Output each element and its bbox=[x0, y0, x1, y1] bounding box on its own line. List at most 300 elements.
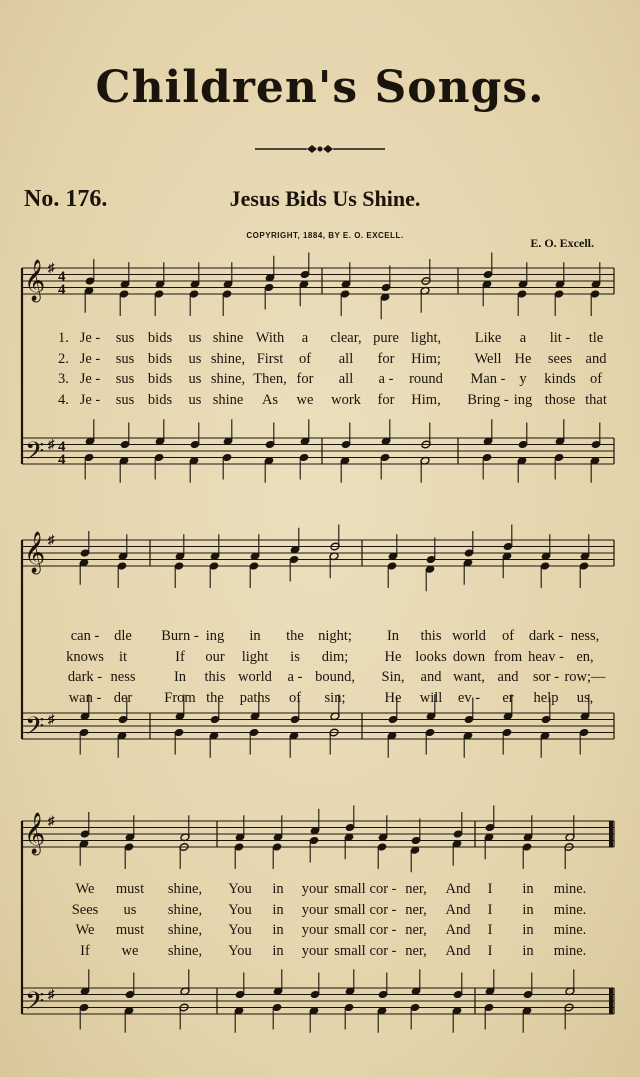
bass-note bbox=[154, 453, 164, 479]
bass-note bbox=[249, 728, 259, 754]
tenor-note bbox=[565, 969, 575, 995]
lyric-syllable: ing bbox=[513, 391, 533, 408]
bass-note bbox=[425, 728, 435, 754]
bass-note bbox=[344, 1003, 354, 1029]
lyric-syllable: and bbox=[420, 669, 442, 685]
lyric-syllable: cor - bbox=[369, 922, 397, 938]
lyric-syllable: In bbox=[386, 628, 400, 644]
alto-note bbox=[119, 290, 129, 316]
bass-note bbox=[117, 731, 127, 757]
bass-note bbox=[272, 1003, 282, 1029]
lyric-syllable: sor - bbox=[532, 669, 560, 685]
lyric-syllable: mine. bbox=[553, 881, 587, 897]
lyric-syllable: us bbox=[188, 330, 202, 346]
lyric-syllable: in bbox=[249, 628, 261, 644]
tenor-note bbox=[555, 419, 565, 445]
alto-note bbox=[502, 552, 512, 578]
lyric-syllable: tle bbox=[588, 330, 604, 346]
lyric-syllable: work bbox=[331, 391, 361, 408]
lyric-syllable: I bbox=[487, 942, 493, 959]
lyric-syllable: ing bbox=[205, 628, 225, 644]
alto-note bbox=[289, 555, 299, 581]
tenor-note bbox=[518, 423, 528, 449]
lyric-syllable: He bbox=[384, 689, 402, 706]
svg-text:𝄢: 𝄢 bbox=[25, 987, 45, 1022]
bass-note bbox=[222, 453, 232, 479]
lyric-syllable: your bbox=[301, 881, 329, 897]
alto-note bbox=[484, 833, 494, 859]
alto-note bbox=[522, 843, 532, 869]
lyric-syllable: Man - bbox=[470, 371, 506, 387]
lyric-syllable: this bbox=[420, 628, 442, 644]
lyric-syllable: Sin, bbox=[381, 669, 405, 685]
bass-note bbox=[377, 1006, 387, 1032]
lyric-syllable: us bbox=[188, 350, 202, 367]
lyric-syllable: Je - bbox=[79, 350, 101, 367]
lyric-syllable: You bbox=[228, 901, 252, 918]
melody-note bbox=[565, 815, 575, 841]
alto-note bbox=[590, 290, 600, 316]
lyric-syllable: sees bbox=[547, 350, 573, 367]
lyric-syllable: round bbox=[409, 371, 443, 387]
lyric-syllable: If bbox=[80, 942, 90, 959]
bass-note bbox=[482, 453, 492, 479]
lyric-syllable: and bbox=[497, 669, 519, 685]
lyric-syllable: wan - bbox=[68, 689, 102, 706]
svg-text:𝄞: 𝄞 bbox=[24, 260, 46, 301]
bass-note bbox=[590, 456, 600, 482]
alto-note bbox=[410, 846, 420, 872]
lyric-syllable: light bbox=[241, 648, 269, 665]
alto-note bbox=[425, 565, 435, 591]
lyric-syllable: ner, bbox=[405, 942, 427, 959]
alto-note bbox=[377, 843, 387, 869]
alto-note bbox=[299, 280, 309, 306]
lyric-syllable: Then, bbox=[253, 371, 287, 387]
svg-text:𝄢: 𝄢 bbox=[25, 712, 45, 747]
key-sharp-icon: ♯ bbox=[48, 436, 55, 452]
lyric-syllable: a - bbox=[378, 371, 394, 387]
music-system-3 bbox=[22, 806, 614, 1033]
melody-note bbox=[464, 531, 474, 557]
alto-note bbox=[264, 283, 274, 309]
lyric-syllable: for bbox=[377, 350, 395, 367]
bass-note bbox=[79, 1003, 89, 1029]
lyric-syllable: us bbox=[188, 391, 202, 408]
lyric-syllable: shine, bbox=[167, 881, 203, 897]
melody-note bbox=[411, 819, 421, 845]
tenor-note bbox=[411, 969, 421, 995]
lyric-syllable: small bbox=[334, 942, 366, 959]
alto-note bbox=[79, 839, 89, 865]
lyric-syllable: help bbox=[533, 689, 559, 706]
melody-note bbox=[155, 262, 165, 288]
lyric-syllable: and bbox=[585, 350, 607, 367]
lyric-syllable: we bbox=[121, 942, 139, 959]
alto-note bbox=[540, 562, 550, 588]
lyric-syllable: We bbox=[75, 881, 95, 897]
bass-note bbox=[484, 1003, 494, 1029]
lyric-syllable: He bbox=[514, 350, 532, 367]
lyric-syllable: You bbox=[228, 942, 252, 959]
lyric-syllable: And bbox=[445, 942, 471, 959]
bass-note bbox=[540, 731, 550, 757]
bass-note bbox=[410, 1003, 420, 1029]
time-signature-bottom: 4 bbox=[58, 452, 66, 468]
lyric-syllable: heav - bbox=[528, 648, 564, 665]
lyric-syllable: mine. bbox=[553, 922, 587, 938]
alto-note bbox=[387, 562, 397, 588]
lyric-syllable: ness, bbox=[570, 628, 600, 644]
tenor-note bbox=[485, 969, 495, 995]
bass-note bbox=[387, 731, 397, 757]
key-sharp-icon: ♯ bbox=[48, 986, 55, 1002]
melody-note bbox=[300, 253, 310, 279]
bass-note bbox=[209, 731, 219, 757]
bass-note bbox=[119, 456, 129, 482]
tenor-note bbox=[190, 423, 200, 449]
bass-note bbox=[517, 456, 527, 482]
lyric-syllable: I bbox=[487, 901, 493, 918]
lyric-syllable: From bbox=[164, 689, 196, 706]
lyric-syllable: in bbox=[272, 881, 284, 897]
melody-note bbox=[118, 534, 128, 560]
lyric-syllable: we bbox=[296, 391, 314, 408]
melody-note bbox=[503, 525, 513, 551]
alto-note bbox=[579, 562, 589, 588]
alto-note bbox=[554, 290, 564, 316]
melody-note bbox=[310, 809, 320, 835]
tenor-note bbox=[265, 423, 275, 449]
copyright-notice: COPYRIGHT, 1884, BY E. O. EXCELL. bbox=[246, 231, 404, 240]
lyric-syllable: Burn - bbox=[161, 628, 199, 644]
lyric-syllable: in bbox=[522, 901, 534, 918]
lyric-syllable: must bbox=[115, 881, 145, 897]
lyric-syllable: dark - bbox=[528, 628, 564, 644]
lyric-syllable: your bbox=[301, 901, 329, 918]
lyric-syllable: looks bbox=[415, 648, 447, 665]
lyric-syllable: row;— bbox=[564, 669, 606, 685]
bass-clef-icon bbox=[25, 987, 44, 1022]
melody-note bbox=[175, 534, 185, 560]
treble-clef-icon bbox=[24, 259, 45, 302]
melody-note bbox=[341, 262, 351, 288]
alto-note bbox=[124, 843, 134, 869]
lyric-syllable: a - bbox=[287, 669, 303, 685]
melody-note bbox=[265, 256, 275, 282]
lyric-syllable: of bbox=[501, 628, 515, 644]
tenor-note bbox=[80, 969, 90, 995]
treble-staff bbox=[22, 821, 614, 847]
tenor-note bbox=[453, 973, 463, 999]
bass-note bbox=[84, 453, 94, 479]
lyric-syllable: If bbox=[175, 648, 185, 665]
lyric-syllable: the bbox=[286, 628, 304, 644]
lyric-syllable: shine bbox=[212, 391, 244, 408]
bass-note bbox=[579, 728, 589, 754]
alto-note bbox=[249, 562, 259, 588]
bass-note bbox=[124, 1006, 134, 1032]
alto-note bbox=[344, 833, 354, 859]
lyric-syllable: this bbox=[204, 669, 226, 685]
alto-note bbox=[79, 558, 89, 584]
tenor-note bbox=[120, 423, 130, 449]
melody-note bbox=[453, 812, 463, 838]
lyric-syllable: bound, bbox=[315, 669, 355, 685]
melody-note bbox=[388, 534, 398, 560]
lyric-syllable: shine bbox=[212, 330, 244, 346]
melody-note bbox=[555, 262, 565, 288]
lyric-syllable: us bbox=[188, 371, 202, 387]
bass-note bbox=[234, 1006, 244, 1032]
lyric-syllable: bids bbox=[147, 330, 173, 346]
lyric-syllable: mine. bbox=[553, 901, 587, 918]
key-sharp-icon: ♯ bbox=[48, 532, 55, 547]
melody-note bbox=[483, 253, 493, 279]
lyric-syllable: shine, bbox=[210, 350, 246, 367]
verse-number: 1. bbox=[58, 330, 69, 346]
melody-note bbox=[290, 528, 300, 554]
verse-number: 3. bbox=[58, 371, 69, 387]
alto-note bbox=[174, 562, 184, 588]
lyric-syllable: in bbox=[522, 942, 534, 959]
tenor-note bbox=[235, 973, 245, 999]
treble-staff bbox=[22, 540, 614, 566]
lyric-syllable: for bbox=[377, 391, 395, 408]
bass-note bbox=[299, 453, 309, 479]
lyric-syllable: want, bbox=[453, 669, 485, 685]
melody-note bbox=[120, 262, 130, 288]
lyric-syllable: shine, bbox=[167, 901, 203, 918]
melody-note bbox=[210, 534, 220, 560]
tenor-note bbox=[155, 419, 165, 445]
melody-note bbox=[426, 538, 436, 564]
tenor-note bbox=[591, 423, 601, 449]
treble-clef-icon bbox=[24, 812, 45, 855]
bass-note bbox=[380, 453, 390, 479]
lyric-syllable: mine. bbox=[553, 942, 587, 959]
lyric-syllable: will bbox=[419, 689, 443, 706]
key-sharp-icon: ♯ bbox=[48, 260, 55, 275]
alto-note bbox=[272, 843, 282, 869]
lyric-syllable: dim; bbox=[321, 648, 349, 665]
tenor-note bbox=[310, 973, 320, 999]
lyric-syllable: is bbox=[290, 648, 300, 665]
lyric-syllable: And bbox=[445, 881, 471, 897]
lyric-syllable: I bbox=[487, 881, 493, 897]
alto-note bbox=[329, 552, 339, 578]
lyric-syllable: sus bbox=[115, 350, 135, 367]
lyric-syllable: your bbox=[301, 942, 329, 959]
alto-note bbox=[482, 280, 492, 306]
lyric-syllable: Him; bbox=[411, 350, 441, 367]
lyric-syllable: in bbox=[272, 922, 284, 938]
lyric-syllable: a bbox=[301, 330, 309, 346]
lyric-syllable: He bbox=[384, 648, 402, 665]
lyric-syllable: the bbox=[206, 689, 224, 706]
lyric-syllable: And bbox=[445, 922, 471, 938]
hymn-title: Jesus Bids Us Shine. bbox=[229, 186, 421, 211]
lyric-syllable: der bbox=[113, 689, 133, 706]
lyric-syllable: cor - bbox=[369, 881, 397, 897]
alto-note bbox=[420, 286, 430, 312]
lyric-syllable: Sees bbox=[71, 901, 99, 918]
lyric-syllable: of bbox=[589, 371, 603, 387]
lyric-syllable: You bbox=[228, 881, 252, 897]
lyric-syllable: Like bbox=[474, 330, 502, 346]
tenor-note bbox=[378, 973, 388, 999]
time-signature-bottom: 4 bbox=[58, 282, 66, 298]
melody-note bbox=[591, 262, 601, 288]
lyric-syllable: can - bbox=[70, 628, 100, 644]
lyric-syllable: from bbox=[493, 648, 523, 665]
lyric-syllable: Je - bbox=[79, 391, 101, 408]
lyric-syllable: down bbox=[452, 648, 486, 665]
melody-note bbox=[378, 815, 388, 841]
lyric-syllable: for bbox=[296, 371, 314, 387]
tenor-note bbox=[523, 973, 533, 999]
treble-clef-icon bbox=[24, 531, 45, 574]
lyric-syllable: dark - bbox=[67, 669, 103, 685]
bass-note bbox=[522, 1006, 532, 1032]
bass-note bbox=[463, 731, 473, 757]
bass-note bbox=[502, 728, 512, 754]
lyric-syllable: your bbox=[301, 922, 329, 938]
lyric-syllable: As bbox=[261, 391, 279, 408]
alto-note bbox=[452, 839, 462, 865]
lyric-syllable: world bbox=[238, 669, 272, 685]
bass-staff bbox=[22, 713, 614, 739]
lyric-syllable: all bbox=[338, 371, 354, 387]
lyric-syllable: paths bbox=[239, 689, 271, 706]
tenor-note bbox=[381, 419, 391, 445]
alto-note bbox=[222, 290, 232, 316]
bass-clef-icon bbox=[25, 437, 44, 472]
lyric-syllable: With bbox=[255, 330, 285, 346]
time-signature-top: 4 bbox=[58, 269, 66, 285]
melody-note bbox=[580, 534, 590, 560]
lyric-syllable: You bbox=[228, 922, 252, 938]
section-title: Children's Songs. bbox=[95, 62, 545, 113]
melody-note bbox=[523, 815, 533, 841]
bass-note bbox=[420, 456, 430, 482]
music-system-1 bbox=[22, 253, 614, 483]
alto-note bbox=[154, 290, 164, 316]
melody-note bbox=[180, 815, 190, 841]
bass-note bbox=[174, 728, 184, 754]
lyric-syllable: cor - bbox=[369, 901, 397, 918]
melody-note bbox=[518, 262, 528, 288]
lyric-syllable: of bbox=[288, 689, 302, 706]
lyric-syllable: small bbox=[334, 901, 366, 918]
bass-note bbox=[309, 1006, 319, 1032]
bass-note bbox=[452, 1006, 462, 1032]
alto-note bbox=[117, 562, 127, 588]
lyric-syllable: ner, bbox=[405, 881, 427, 897]
bass-note bbox=[340, 456, 350, 482]
lyric-syllable: er bbox=[502, 689, 514, 706]
lyric-syllable: sus bbox=[115, 330, 135, 346]
lyric-syllable: knows bbox=[66, 648, 104, 665]
lyric-syllable: those bbox=[544, 391, 576, 408]
tenor-note bbox=[85, 419, 95, 445]
melody-note bbox=[381, 266, 391, 292]
lyric-syllable: in bbox=[272, 942, 284, 959]
lyric-syllable: cor - bbox=[369, 942, 397, 959]
lyric-syllable: Him, bbox=[411, 391, 441, 408]
lyric-syllable: that bbox=[585, 391, 607, 408]
lyric-syllable: small bbox=[334, 881, 366, 897]
lyric-syllable: Je - bbox=[79, 330, 101, 346]
bass-note bbox=[189, 456, 199, 482]
melody-note bbox=[541, 534, 551, 560]
melody-note bbox=[273, 815, 283, 841]
lyric-syllable: bids bbox=[147, 391, 173, 408]
melody-note bbox=[125, 815, 135, 841]
lyric-syllable: a bbox=[519, 330, 527, 346]
lyric-syllable: sin; bbox=[324, 689, 346, 706]
lyric-syllable: of bbox=[298, 350, 312, 367]
lyric-syllable: And bbox=[445, 901, 471, 918]
tenor-note bbox=[341, 423, 351, 449]
lyric-syllable: night; bbox=[318, 628, 352, 644]
tenor-note bbox=[483, 419, 493, 445]
lyric-syllable: shine, bbox=[167, 922, 203, 938]
alto-note bbox=[463, 558, 473, 584]
lyric-syllable: Well bbox=[474, 350, 502, 367]
key-sharp-icon: ♯ bbox=[48, 711, 55, 727]
alto-note bbox=[340, 290, 350, 316]
lyric-syllable: bids bbox=[147, 371, 173, 387]
tenor-note bbox=[273, 969, 283, 995]
verse-number: 4. bbox=[58, 391, 69, 408]
lyric-syllable: shine, bbox=[210, 371, 246, 387]
lyric-syllable: sus bbox=[115, 371, 135, 387]
tenor-note bbox=[223, 419, 233, 445]
lyric-syllable: en, bbox=[576, 648, 594, 665]
lyric-syllable: bids bbox=[147, 350, 173, 367]
alto-note bbox=[517, 290, 527, 316]
lyric-syllable: small bbox=[334, 922, 366, 938]
alto-note bbox=[380, 293, 390, 319]
tenor-note bbox=[300, 419, 310, 445]
time-signature-top: 4 bbox=[58, 439, 66, 455]
lyric-syllable: y bbox=[519, 371, 527, 387]
lyric-syllable: shine, bbox=[167, 942, 203, 959]
lyric-syllable: in bbox=[272, 901, 284, 918]
lyric-syllable: First bbox=[256, 350, 284, 367]
hymn-number: No. 176. bbox=[24, 186, 108, 212]
melody-note bbox=[223, 262, 233, 288]
lyric-syllable: us, bbox=[576, 689, 594, 706]
melody-note bbox=[345, 806, 355, 832]
lyric-syllable: all bbox=[338, 350, 354, 367]
alto-note bbox=[209, 562, 219, 588]
lyric-syllable: it bbox=[118, 648, 128, 665]
lyric-syllable: dle bbox=[114, 628, 132, 644]
bass-note bbox=[264, 456, 274, 482]
lyric-syllable: We bbox=[75, 922, 95, 938]
lyric-syllable: ner, bbox=[405, 922, 427, 938]
lyric-syllable: world bbox=[452, 628, 486, 644]
lyric-syllable: kinds bbox=[544, 371, 576, 387]
alto-note bbox=[309, 836, 319, 862]
svg-text:𝄢: 𝄢 bbox=[25, 437, 45, 472]
composer-credit: E. O. Excell. bbox=[530, 236, 594, 250]
bass-note bbox=[79, 728, 89, 754]
bass-note bbox=[554, 453, 564, 479]
lyric-syllable: In bbox=[173, 669, 187, 685]
